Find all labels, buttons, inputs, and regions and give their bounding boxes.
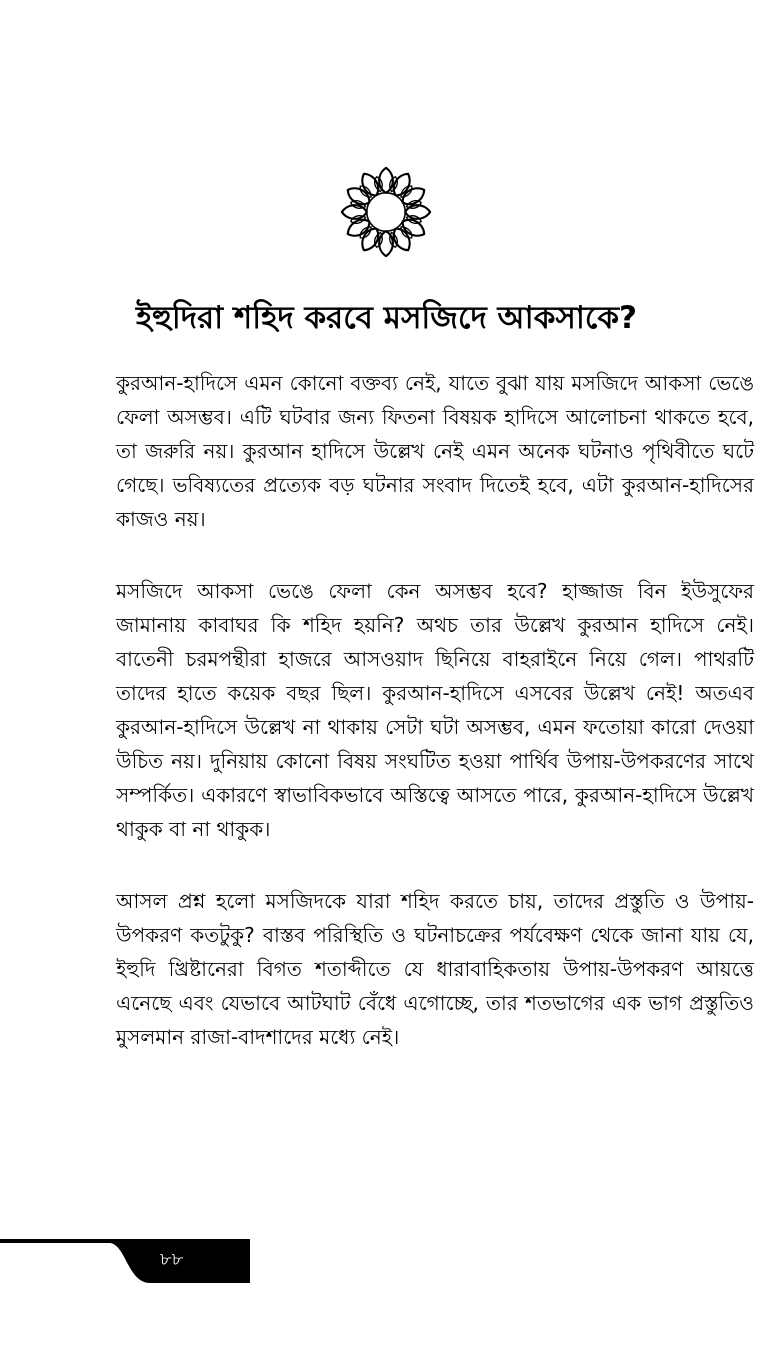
lotus-flower-icon	[338, 164, 434, 260]
paragraph: কুরআন-হাদিসে এমন কোনো বক্তব্য নেই, যাতে বুঝা যায় মসজিদে আকসা ভেঙে ফেলা অসম্ভব। এটি ঘটবার জন্য ফিতনা বিষয়ক হাদিসে আলোচনা থাকতে হবে, তা জরুরি নয়। কুরআন হাদিসে উল্লেখ নেই এমন অনেক ঘটনাও পৃথিবীতে ঘটে গেছে। ভবিষ্যতের প্রত্যেক বড় ঘটনার সংবাদ দিতেই হবে, এটা কুরআন-হাদিসের কাজও নয়।	[116, 371, 754, 531]
paragraph: আসল প্রশ্ন হলো মসজিদকে যারা শহিদ করতে চায়, তাদের প্রস্তুতি ও উপায়-উপকরণ কতটুকু? বাস্তব পরিস্থিতি ও ঘটনাচক্রের পর্যবেক্ষণ থেকে জানা যায় যে, ইহুদি খ্রিষ্টানেরা বিগত শতাব্দীতে যে ধারাবাহিকতায় উপায়-উপকরণ আয়ত্তে এনেছে এবং যেভাবে আটঘাট বেঁধে এগোচ্ছে, তার শতভাগের এক ভাগ প্রস্তুতিও মুসলমান রাজা-বাদশাদের মধ্যে নেই।	[116, 889, 754, 1049]
page-tab-shape	[0, 1239, 250, 1283]
body-text	[116, 366, 754, 1054]
page-number-tab	[0, 1239, 250, 1283]
page-number: ৮৮	[160, 1249, 184, 1270]
paragraph: মসজিদে আকসা ভেঙে ফেলা কেন অসম্ভব হবে? হাজ্জাজ বিন ইউসুফের জামানায় কাবাঘর কি শহিদ হয়নি? অথচ তার উল্লেখ কুরআন হাদিসে নেই। বাতেনী চরমপন্থীরা হাজরে আসওয়াদ ছিনিয়ে বাহরাইনে নিয়ে গেল। পাথরটি তাদের হাতে কয়েক বছর ছিল। কুরআন-হাদিসে এসবের উল্লেখ নেই! অতএব কুরআন-হাদিসে উল্লেখ না থাকায় সেটা ঘটা অসম্ভব, এমন ফতোয়া কারো দেওয়া উচিত নয়। দুনিয়ায় কোনো বিষয় সংঘটিত হওয়া পার্থিব উপায়-উপকরণের সাথে সম্পর্কিত। একারণে স্বাভাবিকভাবে অস্তিত্বে আসতে পারে, কুরআন-হাদিসে উল্লেখ থাকুক বা না থাকুক।	[116, 579, 754, 841]
chapter-title: ইহুদিরা শহিদ করবে মসজিদে আকসাকে?	[136, 300, 637, 336]
